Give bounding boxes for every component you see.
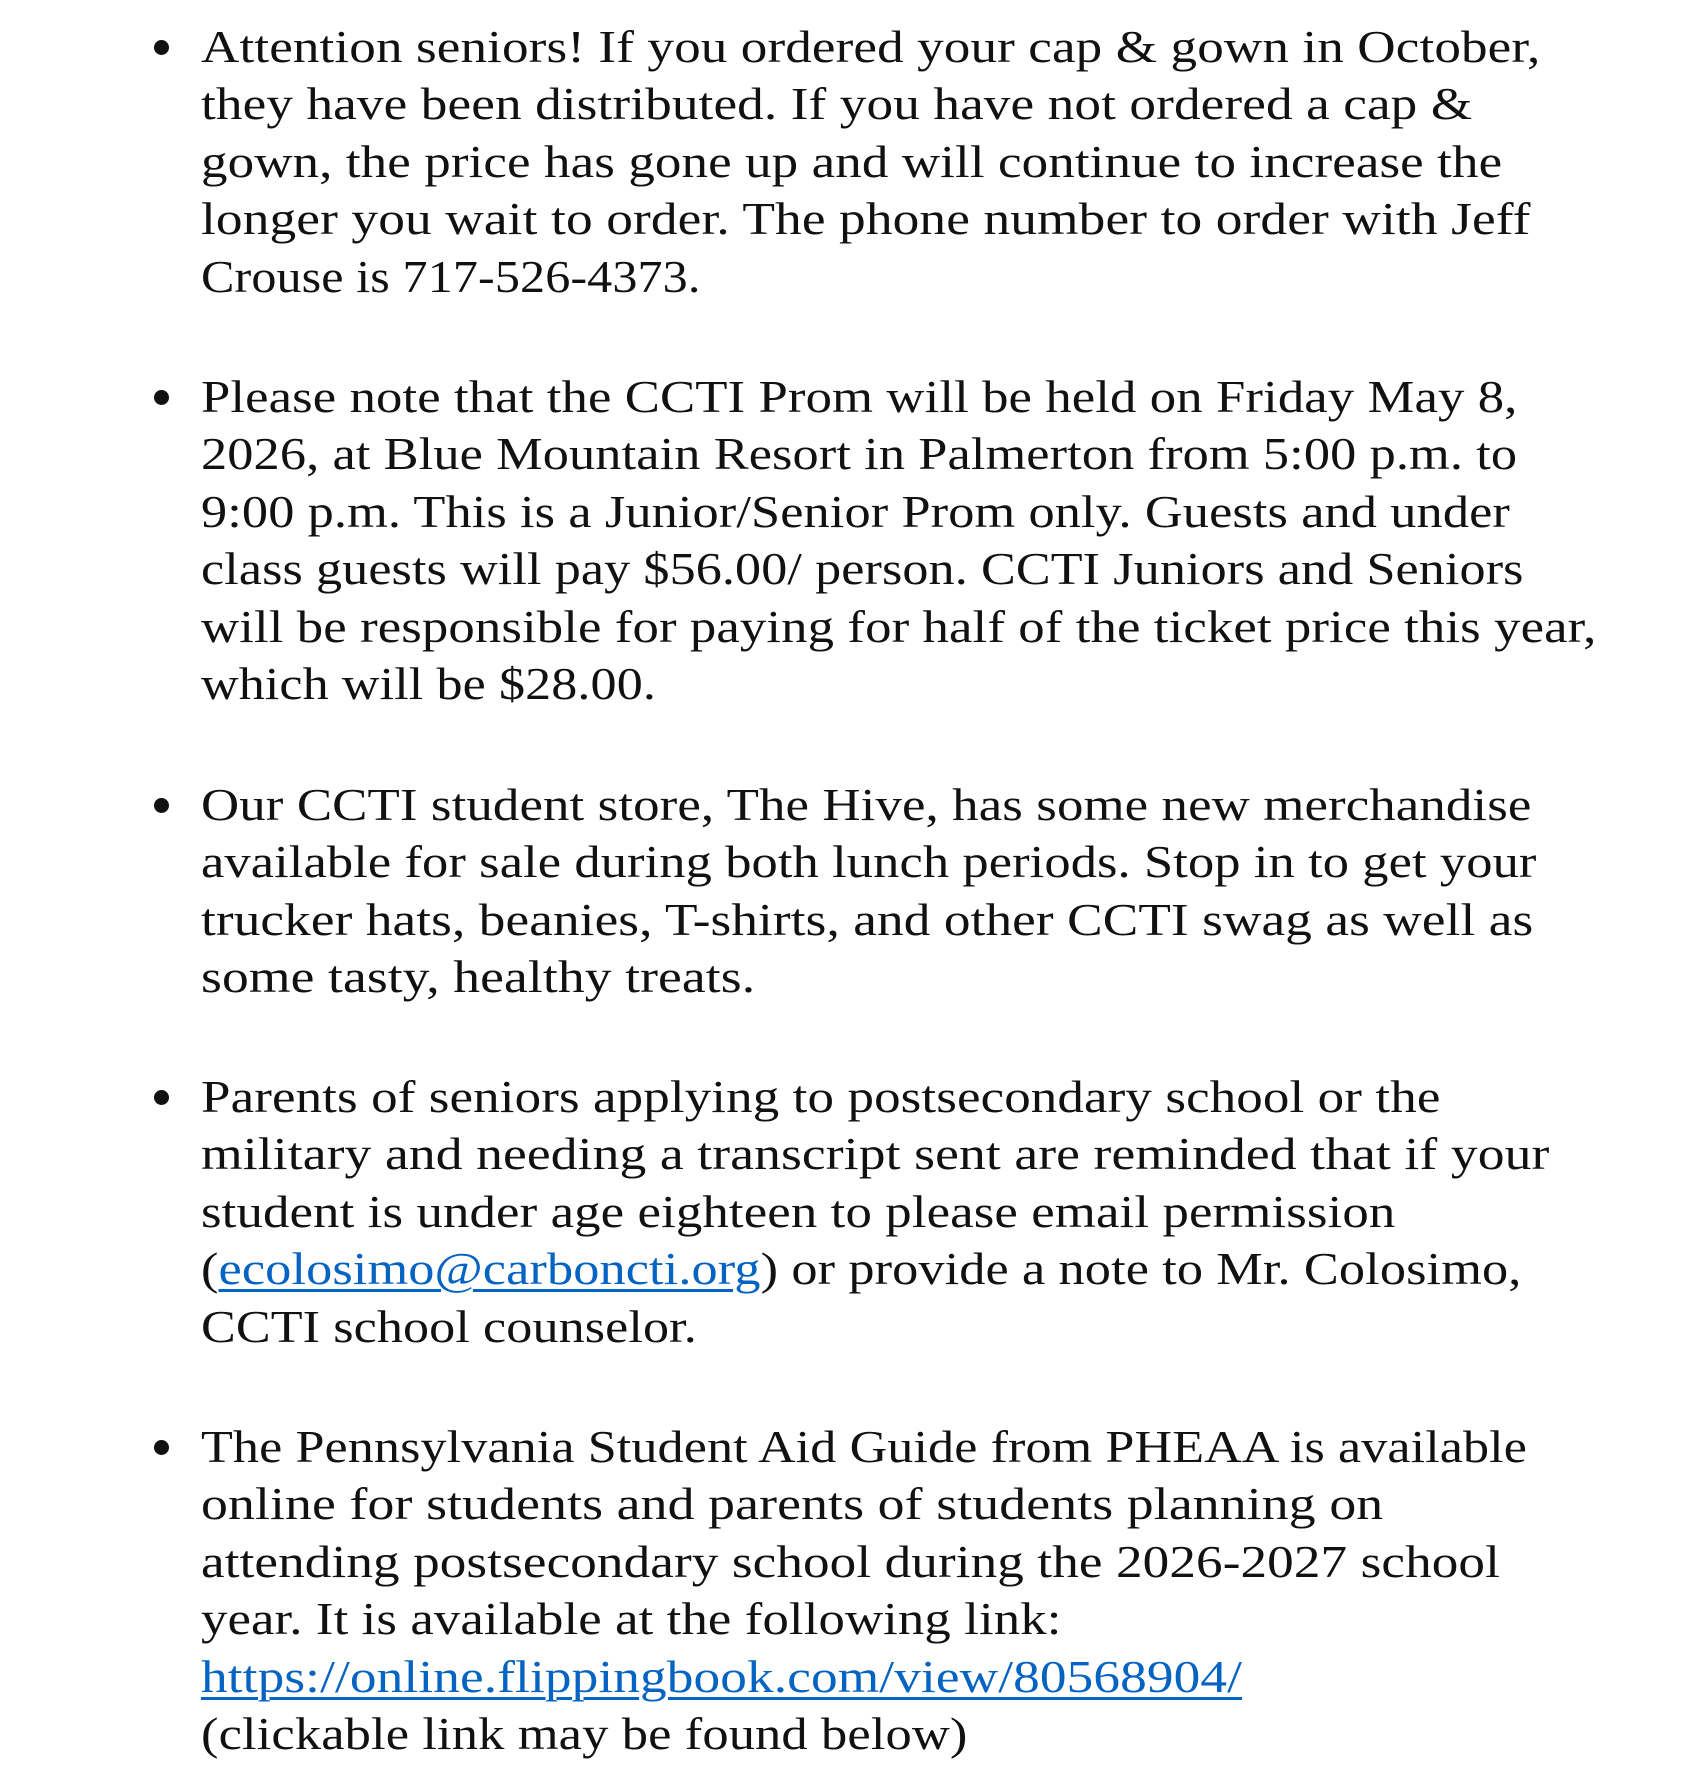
text-line: will be responsible for paying for half of the ticket price this year,	[201, 601, 1597, 652]
text-line: 9:00 p.m. This is a Junior/Senior Prom only. Guests and under	[201, 486, 1510, 537]
bullet-icon	[154, 40, 169, 55]
text-line: Please note that the CCTI Prom will be held on Friday May 8,	[201, 371, 1518, 422]
text-line: some tasty, healthy treats.	[201, 951, 756, 1002]
text-line: Crouse is 717-526-4373.	[201, 251, 701, 302]
email-line-rest: ) or provide a note to Mr. Colosimo,	[760, 1243, 1522, 1294]
text-line: they have been distributed. If you have not ordered a cap &	[201, 78, 1473, 129]
text-line: Our CCTI student store, The Hive, has some new merchandise	[201, 779, 1532, 830]
text-line: attending postsecondary school during the 2026-2027 school	[201, 1536, 1500, 1587]
bullet-icon	[154, 798, 169, 813]
bullet-icon	[154, 1440, 169, 1455]
text-line: military and needing a transcript sent are reminded that if your	[201, 1128, 1550, 1179]
text-line: 2026, at Blue Mountain Resort in Palmerton from 5:00 p.m. to	[201, 428, 1518, 479]
text-line: online for students and parents of students planning on	[201, 1478, 1384, 1529]
text-line: The Pennsylvania Student Aid Guide from PHEAA is available	[201, 1421, 1528, 1472]
flippingbook-link[interactable]: https://online.flippingbook.com/view/80568904/	[201, 1651, 1243, 1702]
email-line	[201, 1243, 1522, 1294]
text-line: CCTI school counselor.	[201, 1301, 697, 1352]
text-line: (clickable link may be found below)	[201, 1708, 968, 1759]
text-line: gown, the price has gone up and will continue to increase the	[201, 136, 1503, 187]
open-paren: (	[201, 1243, 219, 1294]
text-line: Parents of seniors applying to postsecondary school or the	[201, 1071, 1441, 1122]
text-line: student is under age eighteen to please email permission	[201, 1186, 1396, 1237]
bullet-icon	[154, 390, 169, 405]
text-line: Attention seniors! If you ordered your cap & gown in October,	[201, 21, 1541, 72]
text-line: which will be $28.00.	[201, 658, 656, 709]
text-line: trucker hats, beanies, T-shirts, and other CCTI swag as well as	[201, 894, 1534, 945]
text-line: class guests will pay $56.00/ person. CCTI Juniors and Seniors	[201, 543, 1524, 594]
text-line: year. It is available at the following link:	[201, 1593, 1062, 1644]
text-line: longer you wait to order. The phone number to order with Jeff	[201, 193, 1531, 244]
bullet-icon	[154, 1090, 169, 1105]
email-link[interactable]: ecolosimo@carboncti.org	[218, 1243, 761, 1294]
text-line: available for sale during both lunch periods. Stop in to get your	[201, 836, 1537, 887]
